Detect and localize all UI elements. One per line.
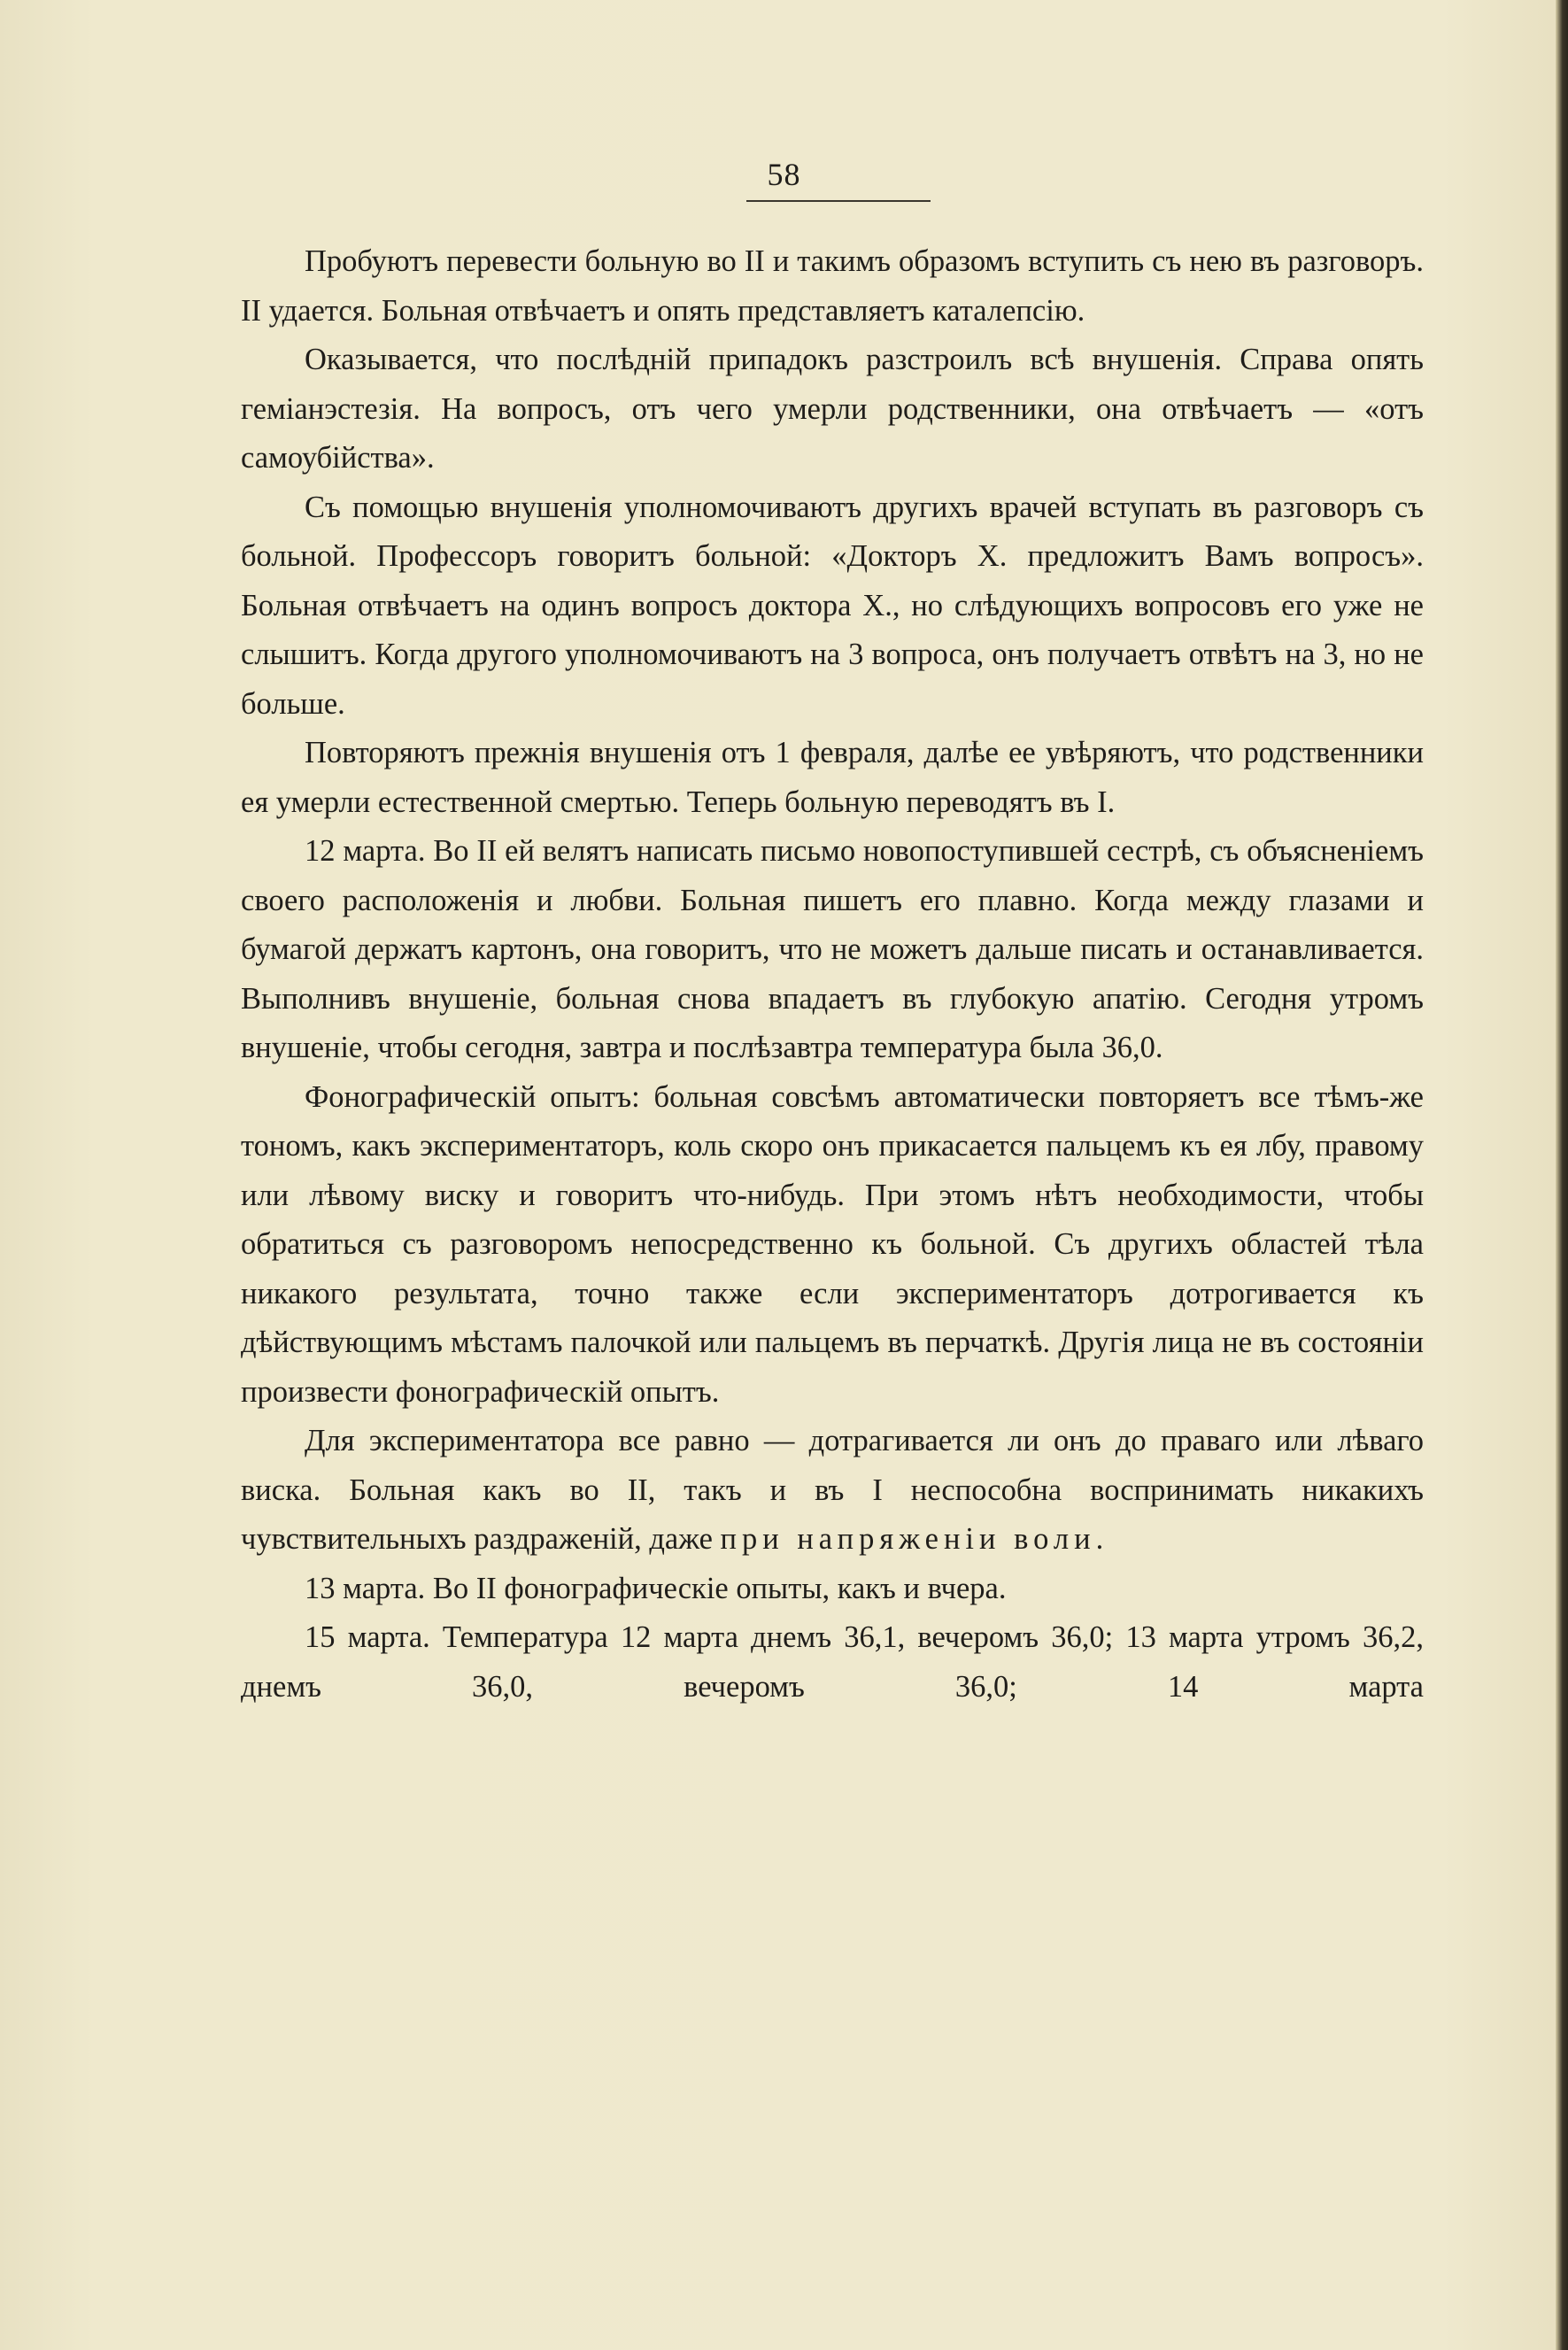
paragraph: Повторяютъ прежнія внушенія отъ 1 февраля, далѣе ее увѣряютъ, что родственники ея умерли естественной смертью. Теперь больную переводятъ въ I. [241,736,1424,819]
page-number: 58 [767,157,801,192]
paragraph: Пробуютъ перевести больную во II и такимъ образомъ вступить съ нею въ разговоръ. II удается. Больная отвѣчаетъ и опять представляетъ каталепсію. [241,244,1424,328]
page-edge-shadow [1556,0,1568,2350]
page-number-rule [746,200,931,202]
paragraph-text: . [1095,1522,1104,1556]
body-text [241,237,1424,1712]
paragraph: 13 марта. Во II фонографическіе опыты, какъ и вчера. [305,1571,1007,1605]
paragraph: Оказывается, что послѣдній припадокъ разстроилъ всѣ внушенія. Справа опять геміанэстезія. На вопросъ, отъ чего умерли родственники, она отвѣчаетъ — «отъ самоубійства». [241,343,1424,475]
paragraph-text: Для экспериментатора все равно — дотрагивается ли онъ до праваго или лѣваго виска. Больная какъ во II, такъ и въ I неспособна воспринимать никакихъ чувствительныхъ раздраженій, даже [241,1424,1424,1556]
paragraph: 12 марта. Во II ей велятъ написать письмо новопоступившей сестрѣ, съ объясненіемъ своего расположенія и любви. Больная пишетъ его плавно. Когда между глазами и бумагой держатъ картонъ, она говоритъ, что не можетъ дальше писать и останавливается. Выполнивъ внушеніе, больная снова впадаетъ въ глубокую апатію. Сегодня утромъ внушеніе, чтобы сегодня, завтра и послѣзавтра температура была 36,0. [241,834,1424,1064]
paragraph: 15 марта. Температура 12 марта днемъ 36,1, вечеромъ 36,0; 13 марта утромъ 36,2, днемъ 36,0, вечеромъ 36,0; 14 марта [241,1620,1424,1704]
paragraph: Съ помощью внушенія уполномочиваютъ другихъ врачей вступать въ разговоръ съ больной. Профессоръ говоритъ больной: «Докторъ Х. предложитъ Вамъ вопросъ». Больная отвѣчаетъ на одинъ вопросъ доктора Х., но слѣдующихъ вопросовъ его уже не слышитъ. Когда другого уполномочиваютъ на 3 вопроса, онъ получаетъ отвѣтъ на 3, но не больше. [241,490,1424,721]
emphasized-text: при напряженіи воли [720,1522,1096,1556]
paragraph: Фонографическій опытъ: больная совсѣмъ автоматически повторяетъ все тѣмъ-же тономъ, какъ экспериментаторъ, коль скоро онъ прикасается пальцемъ къ ея лбу, правому или лѣвому виску и говоритъ что-нибудь. При этомъ нѣтъ необходимости, чтобы обратиться съ разговоромъ непосредственно къ больной. Съ другихъ областей тѣла никакого результата, точно также если экспериментаторъ дотрогивается къ дѣйствующимъ мѣстамъ палочкой или пальцемъ въ перчаткѣ. Другія лица не въ состояніи произвести фонографическій опытъ. [241,1079,1424,1409]
paragraph [241,1417,1424,1565]
